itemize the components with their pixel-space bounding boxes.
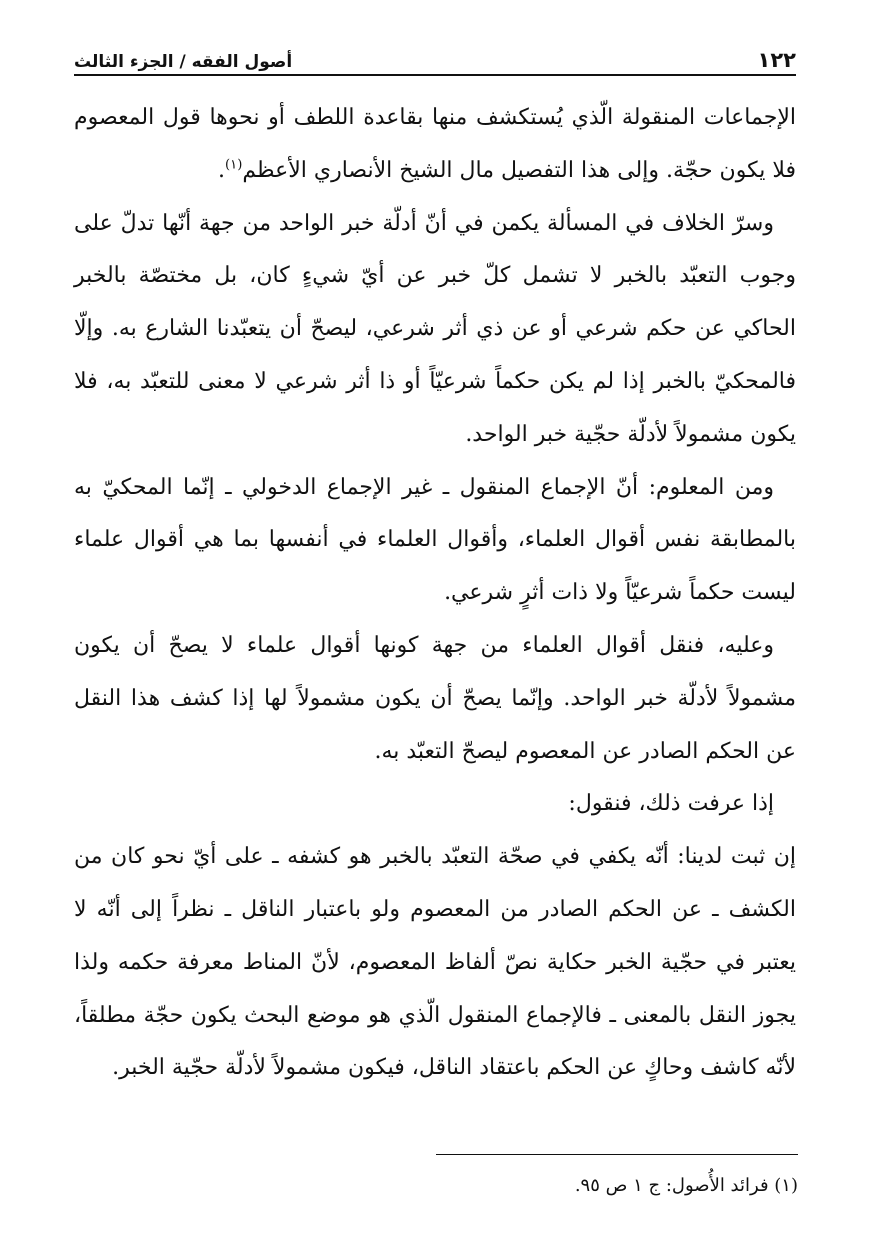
paragraph-5: إذا عرفت ذلك، فنقول:	[568, 791, 774, 817]
footnote-rule	[436, 1154, 798, 1155]
paragraph-6: إن ثبت لدينا: أنّه يكفي في صحّة التعبّد بالخبر هو كشفه ـ على أيّ نحو كان من الكشف ـ عن الحكم الصادر من المعصوم ولو باعتبار الناقل ـ نظراً إلى أنّه لا يعتبر في حجّية الخبر حكاية نصّ ألفاظ المعصوم، لأنّ المناط معرفة حكمه ولذا يجوز النقل بالمعنى ـ فالإجماع المنقول الّذي هو موضع البحث يكون حجّة مطلقاً، لأنّه كاشف وحاكٍ عن الحكم باعتقاد الناقل، فيكون مشمولاً لأدلّة حجّية الخبر.	[74, 844, 796, 1081]
paragraph-4: وعليه، فنقل أقوال العلماء من جهة كونها أقوال علماء لا يصحّ أن يكون مشمولاً لأدلّة خبر الواحد. وإنّما يصحّ أن يكون مشمولاً لها إذا كشف هذا النقل عن الحكم الصادر عن المعصوم ليصحّ التعبّد به.	[74, 632, 796, 764]
running-head	[74, 40, 796, 72]
running-title: أصول الفقه / الجزء الثالث	[74, 52, 293, 72]
body-text	[74, 92, 796, 1095]
footnote-1: (١) فرائد الأُصول: ج ١ ص ٩٥.	[574, 1175, 798, 1196]
page-number: ١٢٢	[757, 48, 796, 72]
paragraph-1	[74, 92, 796, 198]
paragraph-2: وسرّ الخلاف في المسألة يكمن في أنّ أدلّة خبر الواحد من جهة أنّها تدلّ على وجوب التعبّد بالخبر لا تشمل كلّ خبر عن أيّ شيءٍ كان، بل مختصّة بالخبر الحاكي عن حكم شرعي أو عن ذي أثر شرعي، ليصحّ أن يتعبّدنا الشارع به. وإلّا فالمحكيّ بالخبر إذا لم يكن حكماً شرعيّاً أو ذا أثر شرعي لا معنى للتعبّد به، فلا يكون مشمولاً لأدلّة حجّية خبر الواحد.	[74, 210, 796, 447]
paragraph-3: ومن المعلوم: أنّ الإجماع المنقول ـ غير الإجماع الدخولي ـ إنّما المحكيّ به بالمطابقة نفس أقوال العلماء، وأقوال العلماء في أنفسها بما هي أقوال علماء ليست حكماً شرعيّاً ولا ذات أثرٍ شرعي.	[74, 474, 796, 606]
header-rule	[74, 74, 796, 76]
paragraph-1-end: .	[217, 157, 225, 183]
paragraph-1-text: الإجماعات المنقولة الّذي يُستكشف منها بقاعدة اللطف أو نحوها قول المعصوم فلا يكون حجّة. وإلى هذا التفصيل مال الشيخ الأنصاري الأعظم	[74, 105, 796, 183]
footnote-ref-1: (١)	[224, 157, 243, 173]
